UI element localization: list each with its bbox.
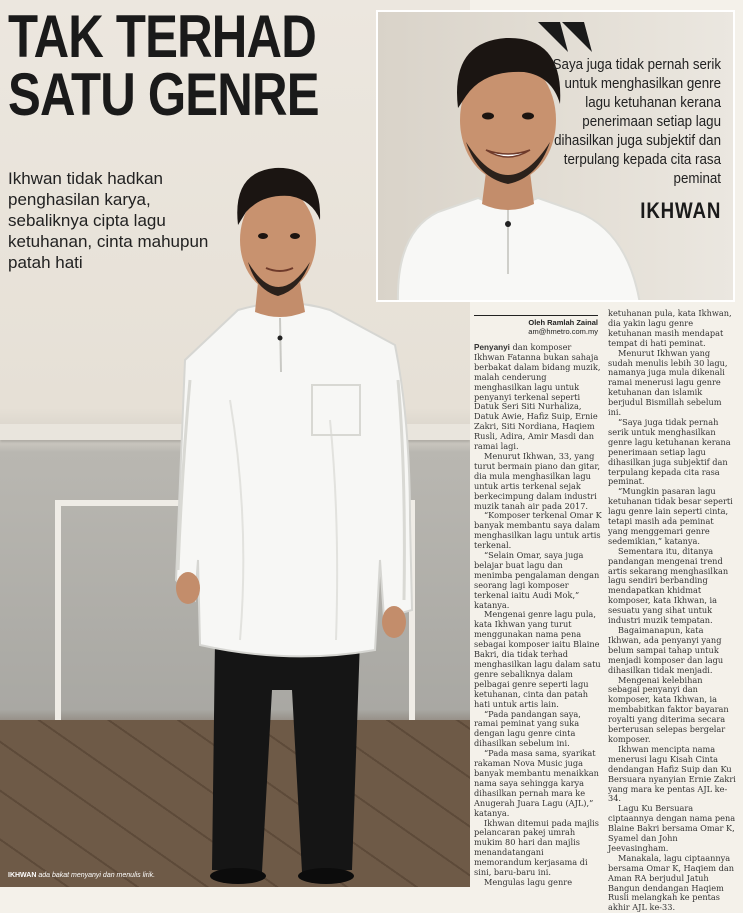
article-paragraph: ketuhanan pula, kata Ikhwan, dia yakin lagu genre ketuhanan masih mendapat tempat di hati peminat. [608, 308, 732, 348]
article-column-2 [608, 309, 736, 913]
headline-line1: TAK TERHAD [8, 3, 316, 70]
byline-rule [474, 315, 598, 316]
article-paragraph: Ikhwan ditemui pada majlis pelancaran pakej umrah mukim 80 hari dan majlis menandatangani memorandum kerjasama di sini, baru-baru ini. [474, 817, 599, 878]
headline-line2: SATU GENRE [8, 61, 319, 128]
article [470, 308, 743, 913]
article-paragraph: Sementara itu, ditanya pandangan mengenai trend artis sekarang menghasilkan lagu sendiri berbanding mendapatkan khidmat komposer, kata Ikhwan, ia sesuatu yang sihat untuk industri muzik tempatan. [608, 545, 729, 626]
subheadline: Ikhwan tidak hadkan penghasilan karya, sebaliknya cipta lagu ketuhanan, cinta mahupun patah hati [8, 169, 209, 272]
article-paragraph: “Komposer terkenal Omar K banyak membantu saya dalam menghasilkan lagu untuk artis terkenal. [474, 510, 602, 551]
article-paragraph: Bagaimanapun, kata Ikhwan, ada penyanyi yang belum sampai tahap untuk menjadi komposer dan lagu dihasilkan tidak menjadi. [608, 625, 724, 675]
article-column-1 [474, 343, 602, 888]
article-paragraph: “Pada pandangan saya, ramai peminat yang suka dengan lagu genre cinta dihasilkan sebelum ini. [474, 708, 581, 749]
article-paragraph: Menurut Ikhwan, 33, yang turut bermain piano dan gitar, dia mula menghasilkan lagu untuk artis terkenal sejak berkecimpung dalam industri muzik tanah air pada 2017. [474, 450, 600, 511]
article-paragraph: Ikhwan mencipta nama menerusi lagu Kisah Cinta dendangan Hafiz Suip dan Ku Bersuara nyanyian Ernie Zakri yang mara ke pentas AJL ke-34. [608, 743, 736, 804]
inset-photo [376, 10, 735, 302]
article-lead: Penyanyi [474, 343, 510, 352]
article-paragraph: “Saya juga tidak pernah serik untuk menghasilkan genre lagu ketuhanan kerana penerimaan setiap lagu dihasilkan juga subjektif dan terpulang kepada cita rasa peminat. [608, 416, 731, 487]
article-paragraph: “Pada masa sama, syarikat rakaman Nova Music juga banyak membantu menaikkan nama saya sehingga karya dihasilkan pernah mara ke Anugerah Juara Lagu (AJL),” katanya. [474, 748, 599, 818]
quote-mark-icon [538, 22, 594, 52]
article-paragraph: Lagu Ku Bersuara ciptaannya dengan nama pena Blaine Bakri bersama Omar K, Syamel dan John Jeevasingham. [608, 803, 736, 853]
article-paragraph: Mengulas lagu genre [484, 876, 573, 887]
headline [8, 3, 336, 128]
caption-name: IKHWAN [8, 872, 37, 879]
article-paragraph: Menurut Ikhwan yang sudah menulis lebih 30 lagu, namanya juga mula dikenali ramai menerusi lagu genre ketuhanan dan islamik berjudul Bismillah sebelum ini. [608, 347, 728, 418]
article-paragraph: “Mungkin pasaran lagu ketuhanan tidak besar seperti lagu genre lain seperti cinta, tetapi masih ada peminat yang menggemari genre sedemikian,” katanya. [608, 486, 733, 546]
article-paragraph: “Selain Omar, saya juga belajar buat lagu dan menimba pengalaman dengan seorang lagi komposer terkenal iaitu Audi Mok,” katanya. [474, 550, 600, 610]
article-paragraph: Penyanyi dan komposer Ikhwan Fatanna bukan sahaja berbakat dalam bidang muzik, malah cenderung menghasilkan lagu untuk penyanyi terkenal seperti Datuk Seri Siti Nurhaliza, Datuk Awie, Hafiz Suip, Ernie Zakri, Siti Nordiana, Haqiem Rusli, Adira, Amir Masdi dan ramai lagi. [474, 342, 601, 452]
caption-text: ada bakat menyanyi dan menulis lirik. [36, 872, 156, 879]
article-paragraph: Mengenai genre lagu pula, kata Ikhwan yang turut menggunakan nama pena sebagai komposer iaitu Blaine Bakri, dia tidak terhad menghasilkan lagu dalam satu genre sebaliknya dalam pelbagai genre seperti lagu ketuhanan, cinta dan patah hati untuk artis lain. [474, 609, 601, 709]
byline-author: Oleh Ramlah Zainal [528, 318, 598, 327]
pull-quote-name: IKHWAN [640, 198, 721, 223]
pull-quote-text: Saya juga tidak pernah serik untuk menghasilkan genre lagu ketuhanan kerana penerimaan setiap lagu dihasilkan juga subjektif dan terpulang kepada cita rasa peminat [552, 57, 721, 187]
byline [474, 318, 598, 336]
article-paragraph: Manakala, lagu ciptaannya bersama Omar K, Haqiem dan Aman RA berjudul Jatuh Bangun dendangan Haqiem Rusli melangkah ke pentas akhir AJL ke-33. [608, 852, 735, 913]
byline-email: am@hmetro.com.my [528, 327, 598, 336]
photo-caption [8, 872, 155, 879]
article-paragraph: Mengenai kelebihan sebagai penyanyi dan komposer, kata Ikhwan, ia membabitkan faktor bayaran royalti yang diterima secara berterusan selepas bergelar komposer. [608, 674, 729, 744]
